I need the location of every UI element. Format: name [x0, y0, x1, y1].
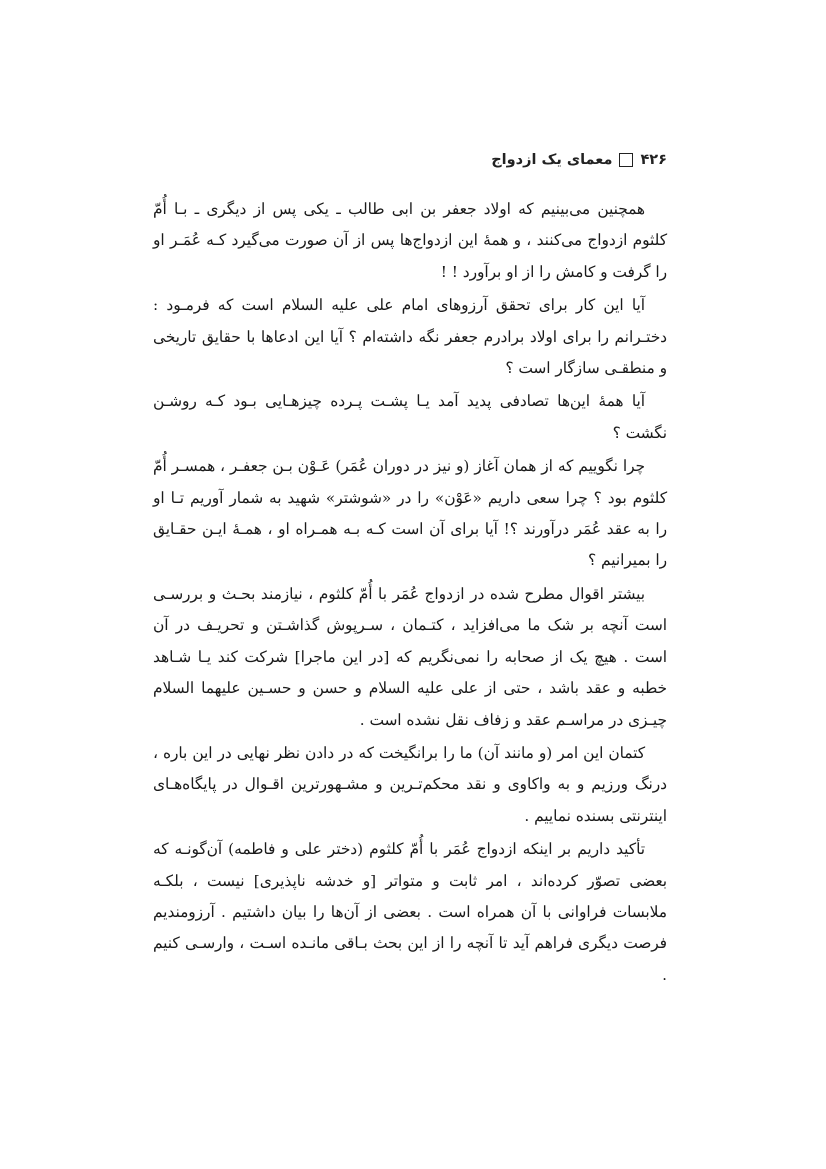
paragraph-4: چرا نگوییم که از همان آغاز (و نیز در دوران عُمَر) عَـوْن بـن جعفـر ، همسـر أُمّ کلثوم بود ؟ چرا سعی داریم «عَوْن» را در «شوشتر» شهید به شمار آوریم تـا او را به عقد عُمَر درآورند ؟! آیا برای آن است کـه بـه همـراه او ، همـهٔ ایـن حقـایق را بمیرانیم ؟ — [153, 457, 667, 570]
book-page — [153, 140, 667, 993]
body-text — [153, 194, 667, 991]
chapter-title: معمای یک ازدواج — [491, 152, 613, 168]
paragraph-1: همچنین می‌بینیم که اولاد جعفر بن ابی طالب ـ یکی پس از دیگری ـ بـا أُمّ کلثوم ازدواج می‌کنند ، و همهٔ این ازدواج‌ها پس از آن صورت می‌گیرد کـه عُمَـر او را گرفت و کامش را از او برآورد ! ! — [153, 200, 667, 281]
running-header — [153, 140, 667, 180]
square-ornament-icon — [619, 153, 633, 167]
paragraph-5: بیشتر اقوال مطرح شده در ازدواج عُمَر با أُمّ کلثوم ، نیازمند بحـث و بررسـی است آنچه بر شک ما می‌افزاید ، کتـمان ، سـرپوش گذاشـتن و تحریـف در آن است . هیچ یک از صحابه را نمی‌نگریم که [در این ماجرا] شرکت کند یـا شـاهد خطبه و عقد باشد ، حتی از علی علیه السلام و حسن و حسـین علیهما السلام چیـزی در مراسـم عقد و زفاف نقل نشده است . — [153, 584, 667, 729]
paragraph-6: کتمان این امر (و مانند آن) ما را برانگیخت که در دادن نظر نهایی در این باره ، درنگ ورزیم و به واکاوی و نقد محکم‌تـرین و مشـهورترین اقـوال در پایگاه‌هـای اینترنتی بسنده نماییم . — [153, 743, 667, 825]
paragraph-3: آیا همهٔ این‌ها تصادفی پدید آمد یـا پشـت پـرده چیزهـایی بـود کـه روشـن نگشت ؟ — [153, 392, 667, 442]
page-number: ۴۲۶ — [640, 152, 667, 168]
paragraph-7: تأکید داریم بر اینکه ازدواج عُمَر با أُمّ کلثوم (دختر علی و فاطمه) آن‌گونـه که بعضی تصوّر کرده‌اند ، امر ثابت و متواتر [و خدشه ناپذیری] نیست ، بلکـه ملابسات فراوانی با آن همراه است . بعضی از آن‌ها را بیان داشتیم . آرزومندیم فرصت دیگری فراهم آید تا آنچه را از این بحث بـاقی مانـده اسـت ، وارسـی کنیم . — [153, 840, 667, 984]
paragraph-2: آیا این کار برای تحقق آرزوهای امام علی علیه السلام است که فرمـود : دختـرانم را برای اولاد برادرم جعفر نگه داشته‌ام ؟ آیا این ادعاها با حقایق تاریخی و منطقـی سازگار است ؟ — [153, 296, 667, 378]
